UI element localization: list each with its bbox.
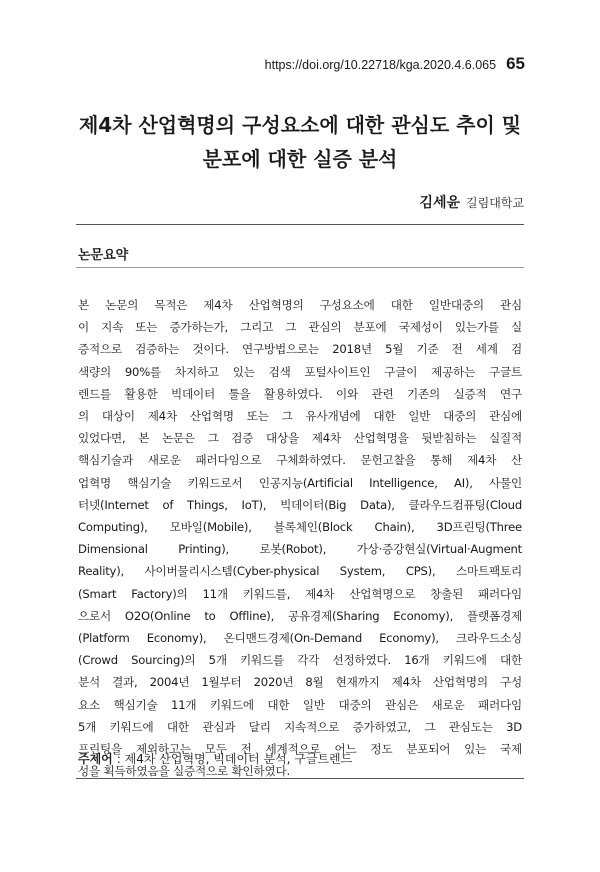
abstract-line: 이 지속 또는 증가하는가, 그리고 그 관심의 분포에 국제성이 있는가를 실: [78, 320, 522, 335]
abstract-line: 터넷(Internet of Things, IoT), 빅데이터(Big Data), 클라우드컴퓨팅(Cloud: [78, 497, 522, 512]
page-number: 65: [506, 54, 525, 73]
abstract-line: (Crowd Sourcing)의 5개 키워드를 각각 선정하였다. 16개 키워드에 대한: [78, 653, 522, 668]
top-divider: [76, 224, 524, 225]
abstract-line: 있었다면, 본 논문은 그 검증 대상을 제4차 산업혁명을 뒷받침하는 실질적: [78, 431, 522, 446]
author-affiliation: 길림대학교: [466, 196, 524, 210]
abstract-line: Reality), 사이버물리시스템(Cyber-physical System, CPS), 스마트팩토리: [78, 564, 522, 579]
keywords: [78, 750, 352, 767]
abstract-line: Computing), 모바일(Mobile), 블록체인(Block Chain), 3D프린팅(Three: [78, 520, 522, 535]
abstract-heading: 논문요약: [78, 248, 129, 263]
abstract-line: (Smart Factory)의 11개 키워드를, 제4차 산업혁명으로 창출된 패러다임: [78, 586, 522, 601]
keywords-label: 주제어: [78, 752, 113, 766]
abstract-line: 증적으로 검증하는 것이다. 연구방법으로는 2018년 5월 기준 전 세계 검: [78, 342, 522, 357]
abstract-line: 핵심기술과 새로운 패러다임으로 구체화하였다. 문헌고찰을 통해 제4차 산: [78, 453, 522, 468]
title-line-2: 분포에 대한 실증 분석: [202, 147, 398, 171]
abstract-line: 5개 키워드에 대한 관심과 달리 지속적으로 증가하였고, 그 관심도는 3D: [78, 719, 522, 734]
abstract-line: 요소 핵심기술 11개 키워드에 대한 일반 대중의 관심은 새로운 패러다임: [78, 697, 522, 712]
section-divider: [76, 267, 524, 268]
author-name: 김세윤: [419, 195, 461, 211]
page-header: [265, 54, 525, 74]
abstract-line: 렌드를 활용한 빅데이터 툴을 활용하였다. 이와 관련 기존의 실증적 연구: [78, 386, 522, 401]
abstract-line: 색량의 90%를 차지하고 있는 검색 포털사이트인 구글이 제공하는 구글트: [78, 364, 522, 379]
bottom-divider: [76, 778, 524, 779]
abstract-line: 성을 획득하였음을 실증적으로 확인하였다.: [78, 764, 290, 779]
abstract-body: [78, 294, 522, 782]
abstract-line: (Platform Economy), 온디맨드경제(On-Demand Economy), 크라우드소싱: [78, 631, 522, 646]
author-line: [419, 192, 524, 212]
abstract-line: 프린팅을 제외하고는 모두 전 세계적으로 어느 정도 분포되어 있는 국제: [78, 742, 522, 757]
abstract-line: 분석 결과, 2004년 1월부터 2020년 8월 현재까지 제4차 산업혁명의 구성: [78, 675, 522, 690]
abstract-line: Dimensional Printing), 로봇(Robot), 가상·증강현실(Virtual·Augment: [78, 542, 522, 557]
keywords-value: : 제4차 산업혁명, 빅데이터 분석, 구글트렌드: [116, 752, 353, 766]
paper-title: [60, 108, 540, 176]
title-line-1: 제4차 산업혁명의 구성요소에 대한 관심도 추이 및: [78, 113, 522, 137]
abstract-line: 으로서 O2O(Online to Offline), 공유경제(Sharing Economy), 플랫폼경제: [78, 608, 522, 623]
abstract-line: 본 논문의 목적은 제4차 산업혁명의 구성요소에 대한 일반대중의 관심: [78, 298, 522, 312]
abstract-line: 의 대상이 제4차 산업혁명 또는 그 유사개념에 대한 일반 대중의 관심에: [78, 409, 522, 424]
doi-link[interactable]: https://doi.org/10.22718/kga.2020.4.6.065: [264, 58, 497, 72]
abstract-line: 업혁명 핵심기술 키워드로서 인공지능(Artificial Intelligence, AI), 사물인: [78, 475, 522, 490]
